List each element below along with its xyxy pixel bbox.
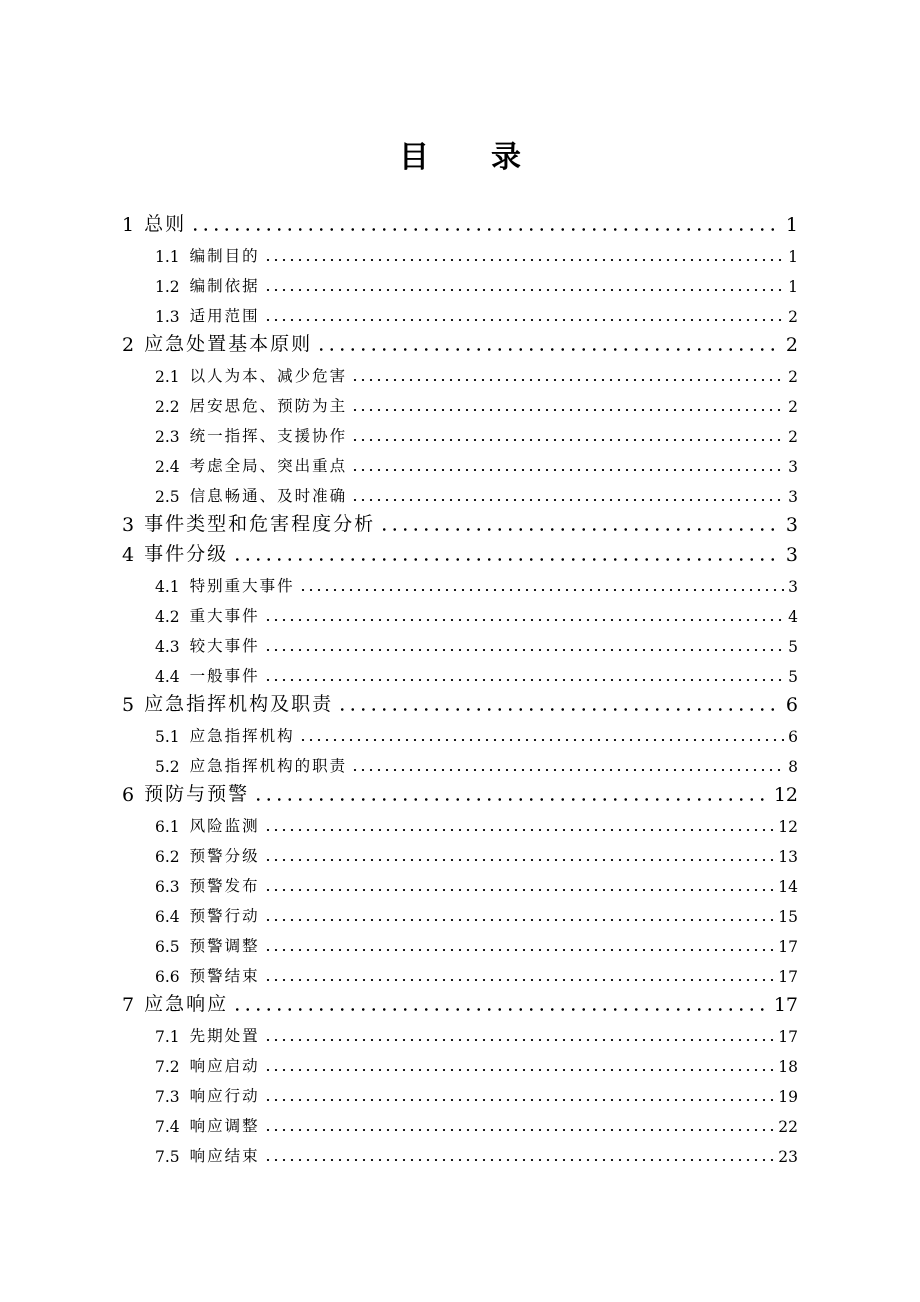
toc-entry-title: 信息畅通、及时准确	[189, 487, 348, 505]
toc-entry-title: 预警调整	[189, 937, 260, 955]
toc-entry-number: 6	[122, 784, 135, 806]
toc-entry-title: 一般事件	[189, 667, 260, 685]
toc-entry-number: 7.3	[155, 1088, 180, 1106]
toc-section-entry[interactable]	[122, 809, 798, 839]
dot-leader	[232, 558, 782, 561]
toc-section-entry[interactable]	[122, 419, 798, 449]
toc-entry-page-number: 2	[788, 428, 798, 446]
toc-section-entry[interactable]	[122, 869, 798, 899]
toc-entry-number: 1.2	[155, 278, 180, 296]
toc-entry-title: 预警发布	[189, 877, 260, 895]
dot-leader	[351, 379, 784, 381]
toc-entry-title: 风险监测	[189, 817, 260, 835]
toc-entry-page-number: 5	[788, 638, 798, 656]
toc-entry-page-number: 1	[788, 278, 798, 296]
dot-leader	[264, 649, 784, 651]
toc-chapter-entry[interactable]	[122, 779, 798, 809]
toc-entry-page-number: 1	[785, 214, 798, 236]
toc-entry-number: 2	[122, 334, 135, 356]
toc-entry-page-number: 2	[788, 308, 798, 326]
toc-entry-page-number: 1	[788, 248, 798, 266]
toc-entry-page-number: 13	[778, 848, 798, 866]
dot-leader	[264, 319, 784, 321]
toc-entry-title: 居安思危、预防为主	[189, 397, 348, 415]
toc-entry-number: 1.1	[155, 248, 180, 266]
toc-entry-title: 预防与预警	[144, 783, 250, 805]
toc-entry-title: 统一指挥、支援协作	[189, 427, 348, 445]
toc-section-entry[interactable]	[122, 1139, 798, 1169]
toc-entry-number: 1.3	[155, 308, 180, 326]
toc-entry-title: 应急指挥机构及职责	[144, 693, 334, 715]
toc-entry-number: 5	[122, 694, 135, 716]
toc-entry-title: 应急处置基本原则	[144, 333, 313, 355]
toc-entry-page-number: 12	[778, 818, 798, 836]
toc-entry-title: 应急指挥机构	[189, 727, 295, 745]
dot-leader	[264, 1039, 775, 1041]
dot-leader	[232, 1008, 770, 1011]
toc-entry-title: 重大事件	[189, 607, 260, 625]
toc-entry-title: 应急指挥机构的职责	[189, 757, 348, 775]
toc-entry-title: 预警分级	[189, 847, 260, 865]
dot-leader	[264, 919, 775, 921]
toc-entry-page-number: 8	[788, 758, 798, 776]
toc-chapter-entry[interactable]	[122, 689, 798, 719]
toc-entry-page-number: 2	[788, 368, 798, 386]
toc-entry-number: 7.1	[155, 1028, 180, 1046]
dot-leader	[264, 1159, 775, 1161]
dot-leader	[264, 259, 784, 261]
dot-leader	[264, 889, 775, 891]
toc-entry-number: 2.1	[155, 368, 180, 386]
toc-entry-title: 较大事件	[189, 637, 260, 655]
toc-entry-page-number: 3	[788, 578, 798, 596]
toc-entry-number: 2.3	[155, 428, 180, 446]
toc-entry-title: 先期处置	[189, 1027, 260, 1045]
toc-section-entry[interactable]	[122, 389, 798, 419]
toc-entry-title: 响应行动	[189, 1087, 260, 1105]
toc-section-entry[interactable]	[122, 269, 798, 299]
dot-leader	[379, 528, 782, 531]
dot-leader	[264, 1129, 775, 1131]
toc-chapter-entry[interactable]	[122, 329, 798, 359]
toc-entry-number: 4.3	[155, 638, 180, 656]
toc-entry-title: 总则	[144, 213, 187, 235]
table-of-contents	[122, 209, 798, 1169]
toc-entry-title: 应急响应	[144, 993, 229, 1015]
toc-entry-page-number: 2	[788, 398, 798, 416]
toc-entry-number: 7.4	[155, 1118, 180, 1136]
toc-entry-page-number: 17	[778, 968, 798, 986]
dot-leader	[264, 289, 784, 291]
toc-entry-page-number: 3	[788, 488, 798, 506]
toc-entry-title: 编制依据	[189, 277, 260, 295]
toc-entry-number: 4.2	[155, 608, 180, 626]
toc-entry-number: 7.5	[155, 1148, 180, 1166]
toc-chapter-entry[interactable]	[122, 509, 798, 539]
toc-entry-number: 4	[122, 544, 135, 566]
toc-entry-page-number: 2	[785, 334, 798, 356]
toc-section-entry[interactable]	[122, 929, 798, 959]
toc-section-entry[interactable]	[122, 719, 798, 749]
toc-entry-page-number: 3	[788, 458, 798, 476]
toc-section-entry[interactable]	[122, 449, 798, 479]
toc-entry-page-number: 18	[778, 1058, 798, 1076]
toc-entry-page-number: 17	[773, 994, 798, 1016]
toc-entry-number: 2.2	[155, 398, 180, 416]
toc-section-entry[interactable]	[122, 749, 798, 779]
toc-entry-title: 预警结束	[189, 967, 260, 985]
toc-entry-page-number: 6	[788, 728, 798, 746]
dot-leader	[351, 769, 784, 771]
toc-chapter-entry[interactable]	[122, 209, 798, 239]
toc-entry-page-number: 23	[778, 1148, 798, 1166]
dot-leader	[253, 798, 770, 801]
toc-entry-number: 6.2	[155, 848, 180, 866]
dot-leader	[299, 589, 784, 591]
toc-entry-number: 6.5	[155, 938, 180, 956]
toc-entry-title: 事件类型和危害程度分析	[144, 513, 376, 535]
dot-leader	[351, 439, 784, 441]
toc-section-entry[interactable]	[122, 839, 798, 869]
dot-leader	[351, 469, 784, 471]
toc-section-entry[interactable]	[122, 1049, 798, 1079]
toc-entry-page-number: 14	[778, 878, 798, 896]
toc-entry-number: 5.1	[155, 728, 180, 746]
toc-entry-number: 6.1	[155, 818, 180, 836]
page-title: 目录	[399, 140, 583, 175]
toc-entry-number: 6.6	[155, 968, 180, 986]
dot-leader	[337, 708, 782, 711]
toc-entry-title: 特别重大事件	[189, 577, 295, 595]
dot-leader	[351, 409, 784, 411]
toc-section-entry[interactable]	[122, 239, 798, 269]
toc-entry-number: 2.4	[155, 458, 180, 476]
toc-entry-title: 响应结束	[189, 1147, 260, 1165]
toc-entry-title: 适用范围	[189, 307, 260, 325]
toc-entry-number: 6.3	[155, 878, 180, 896]
dot-leader	[351, 499, 784, 501]
toc-entry-page-number: 19	[778, 1088, 798, 1106]
toc-entry-title: 响应调整	[189, 1117, 260, 1135]
toc-entry-title: 预警行动	[189, 907, 260, 925]
dot-leader	[264, 1099, 775, 1101]
dot-leader	[190, 228, 782, 231]
toc-section-entry[interactable]	[122, 359, 798, 389]
toc-entry-number: 7.2	[155, 1058, 180, 1076]
toc-entry-page-number: 3	[785, 514, 798, 536]
toc-entry-number: 2.5	[155, 488, 180, 506]
toc-entry-page-number: 6	[785, 694, 798, 716]
toc-section-entry[interactable]	[122, 1079, 798, 1109]
toc-entry-number: 4.4	[155, 668, 180, 686]
toc-section-entry[interactable]	[122, 899, 798, 929]
dot-leader	[264, 949, 775, 951]
toc-entry-page-number: 17	[778, 1028, 798, 1046]
toc-entry-page-number: 12	[773, 784, 798, 806]
toc-entry-page-number: 5	[788, 668, 798, 686]
toc-section-entry[interactable]	[122, 659, 798, 689]
toc-section-entry[interactable]	[122, 959, 798, 989]
toc-section-entry[interactable]	[122, 1019, 798, 1049]
dot-leader	[264, 619, 784, 621]
toc-section-entry[interactable]	[122, 1109, 798, 1139]
toc-chapter-entry[interactable]	[122, 539, 798, 569]
dot-leader	[264, 679, 784, 681]
toc-section-entry[interactable]	[122, 629, 798, 659]
dot-leader	[264, 829, 775, 831]
toc-section-entry[interactable]	[122, 479, 798, 509]
toc-entry-title: 编制目的	[189, 247, 260, 265]
dot-leader	[299, 739, 784, 741]
toc-entry-number: 6.4	[155, 908, 180, 926]
toc-entry-title: 响应启动	[189, 1057, 260, 1075]
toc-section-entry[interactable]	[122, 299, 798, 329]
dot-leader	[264, 1069, 775, 1071]
toc-entry-page-number: 17	[778, 938, 798, 956]
toc-entry-title: 考虑全局、突出重点	[189, 457, 348, 475]
toc-chapter-entry[interactable]	[122, 989, 798, 1019]
toc-section-entry[interactable]	[122, 569, 798, 599]
toc-section-entry[interactable]	[122, 599, 798, 629]
dot-leader	[264, 859, 775, 861]
dot-leader	[264, 979, 775, 981]
toc-entry-title: 以人为本、减少危害	[189, 367, 348, 385]
toc-entry-page-number: 4	[788, 608, 798, 626]
toc-entry-number: 5.2	[155, 758, 180, 776]
toc-entry-number: 1	[122, 214, 135, 236]
toc-entry-number: 3	[122, 514, 135, 536]
dot-leader	[316, 348, 782, 351]
toc-entry-page-number: 3	[785, 544, 798, 566]
toc-entry-title: 事件分级	[144, 543, 229, 565]
toc-entry-page-number: 22	[778, 1118, 798, 1136]
toc-entry-number: 4.1	[155, 578, 180, 596]
toc-entry-number: 7	[122, 994, 135, 1016]
toc-entry-page-number: 15	[778, 908, 798, 926]
